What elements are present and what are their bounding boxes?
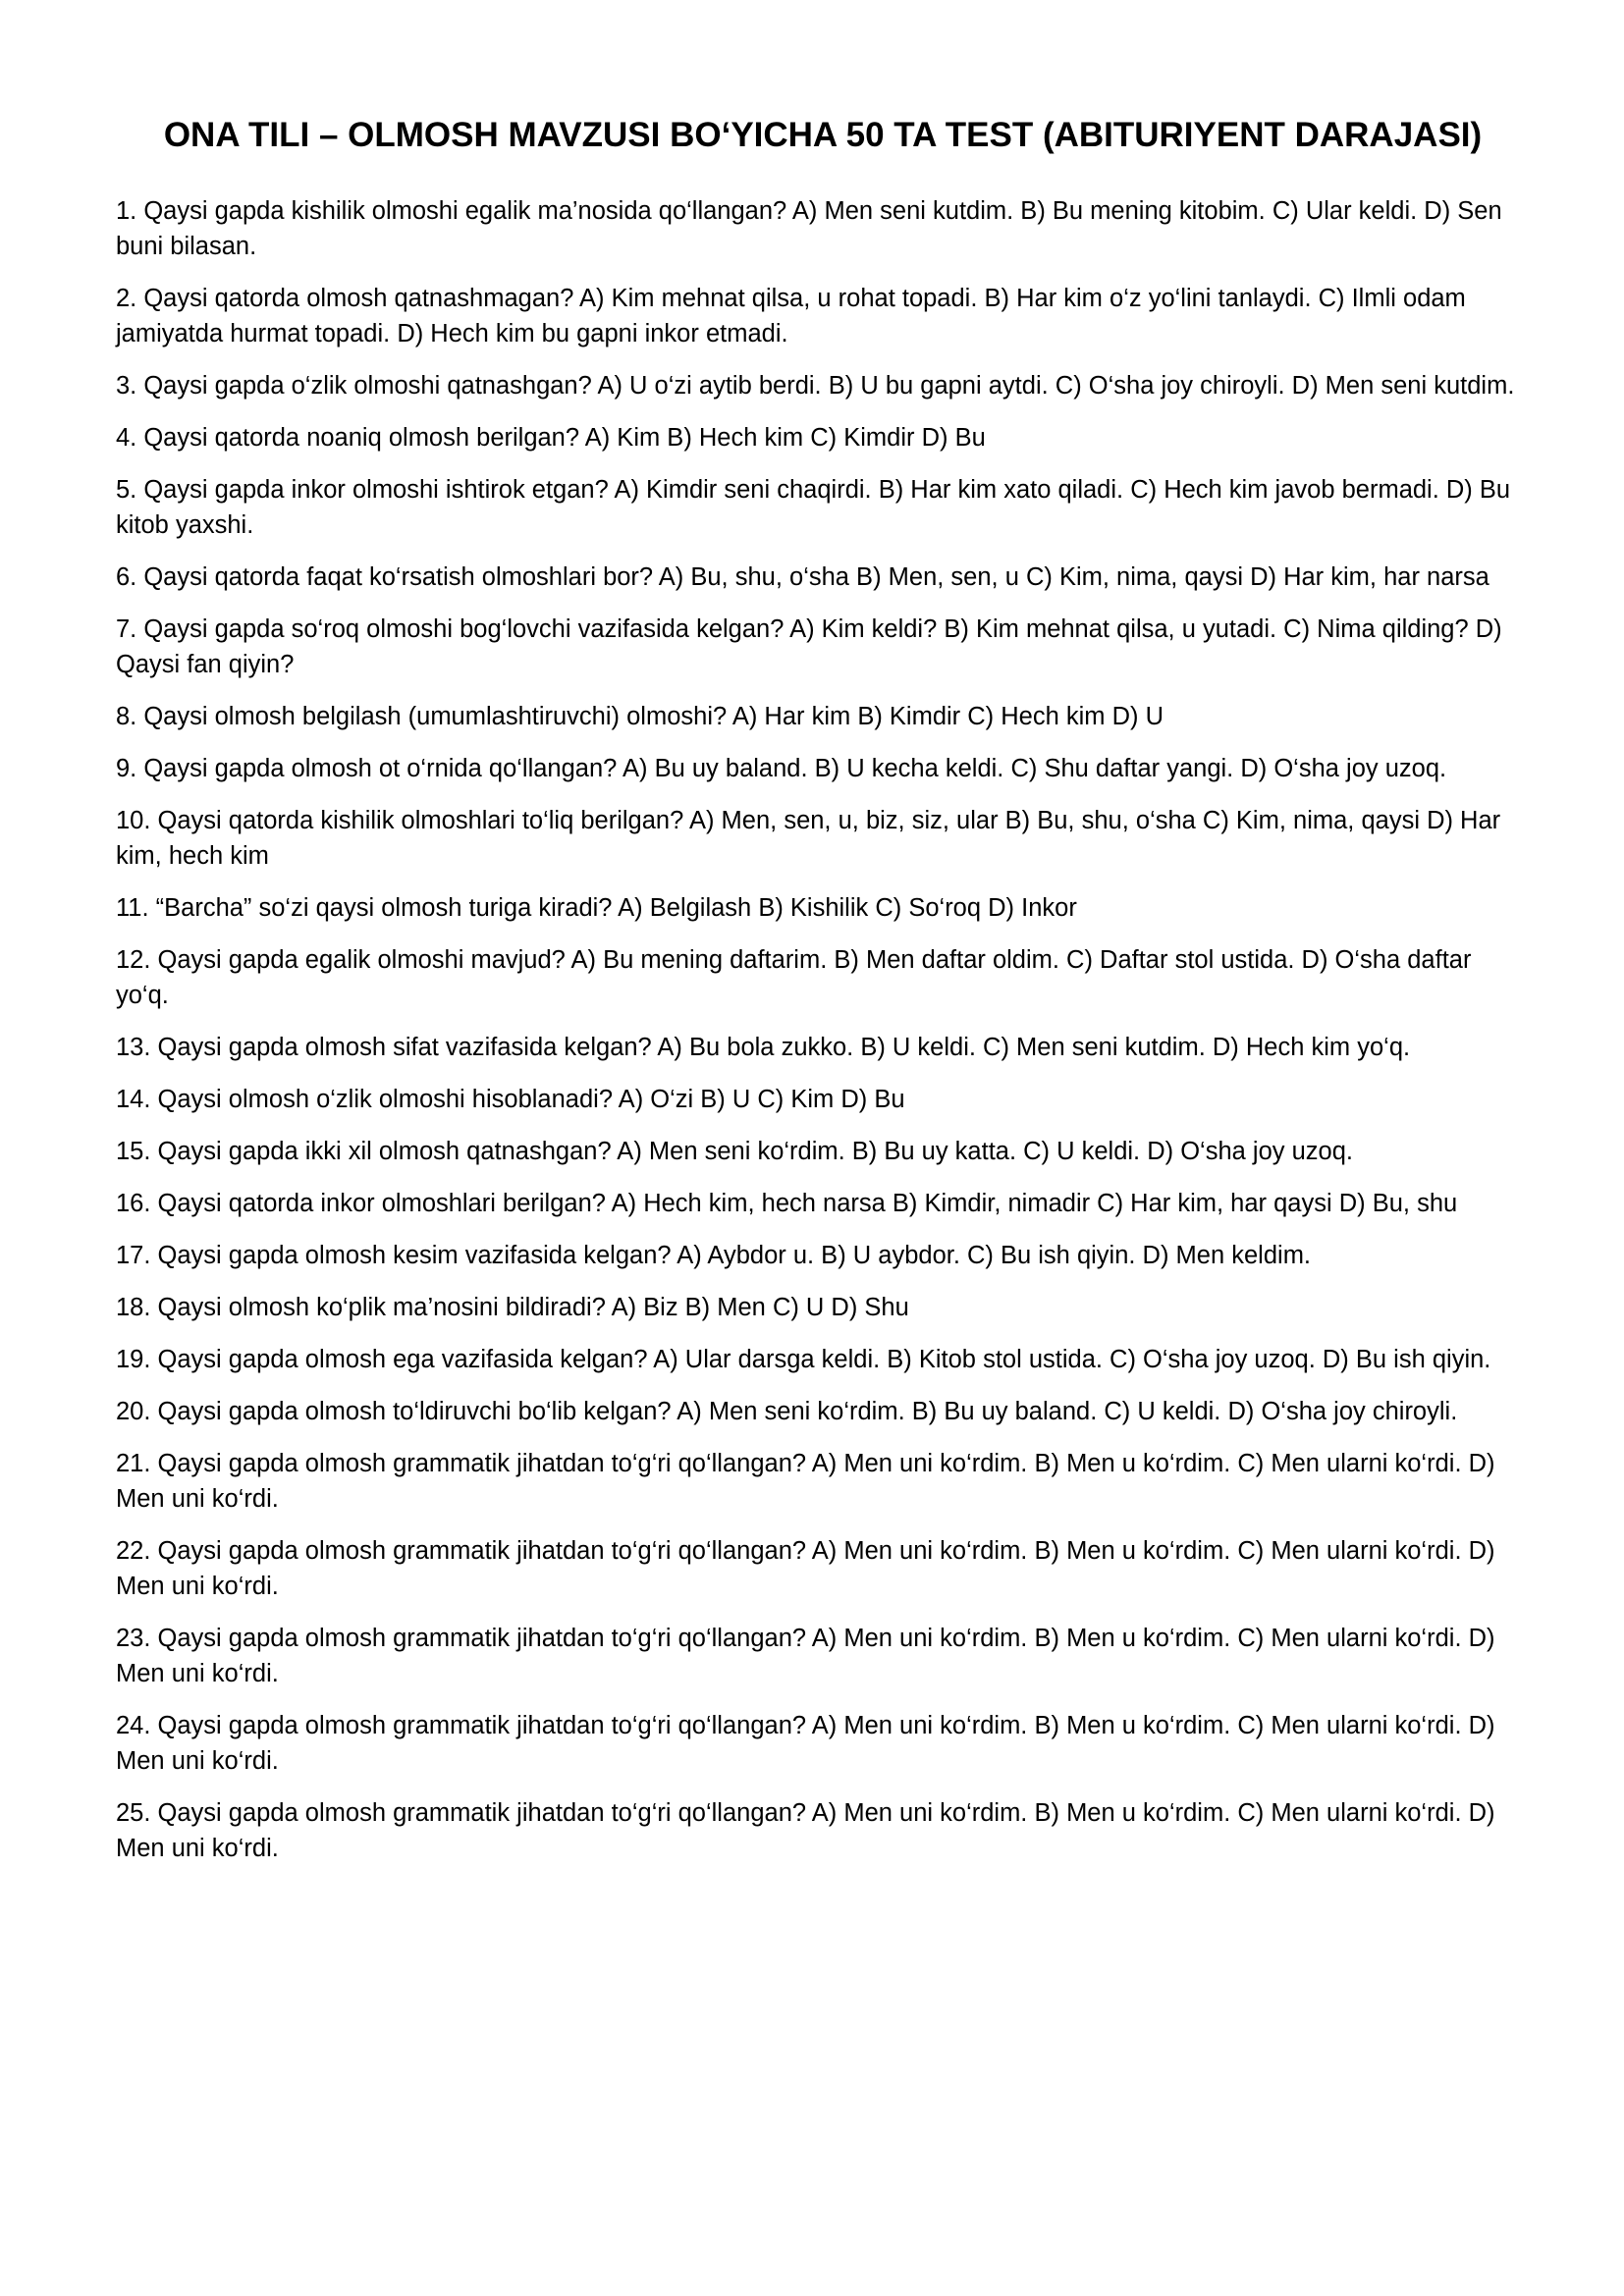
question-item: 25. Qaysi gapda olmosh grammatik jihatdan to‘g‘ri qo‘llangan? A) Men uni ko‘rdim. B) Men u ko‘rdim. C) Men ularni ko‘rdi. D) Men uni ko‘rdi. <box>116 1799 1495 1862</box>
document-title: ONA TILI – OLMOSH MAVZUSI BO‘YICHA 50 TA TEST (ABITURIYENT DARAJASI) <box>163 116 1483 154</box>
question-item: 7. Qaysi gapda so‘roq olmoshi bog‘lovchi vazifasida kelgan? A) Kim keldi? B) Kim mehnat qilsa, u yutadi. C) Nima qilding? D) Qaysi fan qiyin? <box>116 615 1502 678</box>
question-item: 15. Qaysi gapda ikki xil olmosh qatnashgan? A) Men seni ko‘rdim. B) Bu uy katta. C) U keldi. D) O‘sha joy uzoq. <box>116 1138 1353 1165</box>
question-item: 1. Qaysi gapda kishilik olmoshi egalik ma’nosida qo‘llangan? A) Men seni kutdim. B) Bu mening kitobim. C) Ular keldi. D) Sen buni bilasan. <box>116 197 1502 260</box>
question-item: 8. Qaysi olmosh belgilash (umumlashtiruvchi) olmoshi? A) Har kim B) Kimdir C) Hech kim D) U <box>116 703 1164 730</box>
question-item: 14. Qaysi olmosh o‘zlik olmoshi hisoblanadi? A) O‘zi B) U C) Kim D) Bu <box>116 1086 905 1113</box>
question-list <box>116 193 1530 1866</box>
question-item: 10. Qaysi qatorda kishilik olmoshlari to‘liq berilgan? A) Men, sen, u, biz, siz, ular B) Bu, shu, o‘sha C) Kim, nima, qaysi D) Har kim, hech kim <box>116 807 1501 870</box>
question-item: 23. Qaysi gapda olmosh grammatik jihatdan to‘g‘ri qo‘llangan? A) Men uni ko‘rdim. B) Men u ko‘rdim. C) Men ularni ko‘rdi. D) Men uni ko‘rdi. <box>116 1625 1495 1687</box>
question-item: 17. Qaysi gapda olmosh kesim vazifasida kelgan? A) Aybdor u. B) U aybdor. C) Bu ish qiyin. D) Men keldim. <box>116 1242 1312 1269</box>
question-item: 22. Qaysi gapda olmosh grammatik jihatdan to‘g‘ri qo‘llangan? A) Men uni ko‘rdim. B) Men u ko‘rdim. C) Men ularni ko‘rdi. D) Men uni ko‘rdi. <box>116 1537 1495 1600</box>
question-item: 13. Qaysi gapda olmosh sifat vazifasida kelgan? A) Bu bola zukko. B) U keldi. C) Men seni kutdim. D) Hech kim yo‘q. <box>116 1034 1411 1061</box>
question-item: 19. Qaysi gapda olmosh ega vazifasida kelgan? A) Ular darsga keldi. B) Kitob stol ustida. C) O‘sha joy uzoq. D) Bu ish qiyin. <box>116 1346 1491 1373</box>
question-item: 18. Qaysi olmosh ko‘plik ma’nosini bildiradi? A) Biz B) Men C) U D) Shu <box>116 1294 909 1321</box>
question-item: 4. Qaysi qatorda noaniq olmosh berilgan? A) Kim B) Hech kim C) Kimdir D) Bu <box>116 424 986 452</box>
question-item: 21. Qaysi gapda olmosh grammatik jihatdan to‘g‘ri qo‘llangan? A) Men uni ko‘rdim. B) Men u ko‘rdim. C) Men ularni ko‘rdi. D) Men uni ko‘rdi. <box>116 1450 1495 1513</box>
question-item: 5. Qaysi gapda inkor olmoshi ishtirok etgan? A) Kimdir seni chaqirdi. B) Har kim xato qiladi. C) Hech kim javob bermadi. D) Bu kitob yaxshi. <box>116 476 1511 539</box>
question-item: 2. Qaysi qatorda olmosh qatnashmagan? A) Kim mehnat qilsa, u rohat topadi. B) Har kim o‘z yo‘lini tanlaydi. C) Ilmli odam jamiyatda hurmat topadi. D) Hech kim bu gapni inkor etmadi. <box>116 285 1466 347</box>
question-item: 24. Qaysi gapda olmosh grammatik jihatdan to‘g‘ri qo‘llangan? A) Men uni ko‘rdim. B) Men u ko‘rdim. C) Men ularni ko‘rdi. D) Men uni ko‘rdi. <box>116 1712 1495 1775</box>
question-item: 11. “Barcha” so‘zi qaysi olmosh turiga kiradi? A) Belgilash B) Kishilik C) So‘roq D) Inkor <box>116 894 1077 922</box>
question-item: 20. Qaysi gapda olmosh to‘ldiruvchi bo‘lib kelgan? A) Men seni ko‘rdim. B) Bu uy baland. C) U keldi. D) O‘sha joy chiroyli. <box>116 1398 1458 1425</box>
question-item: 16. Qaysi qatorda inkor olmoshlari berilgan? A) Hech kim, hech narsa B) Kimdir, nimadir C) Har kim, har qaysi D) Bu, shu <box>116 1190 1458 1217</box>
question-item: 3. Qaysi gapda o‘zlik olmoshi qatnashgan? A) U o‘zi aytib berdi. B) U bu gapni aytdi. C) O‘sha joy chiroyli. D) Men seni kutdim. <box>116 372 1515 400</box>
question-item: 9. Qaysi gapda olmosh ot o‘rnida qo‘llangan? A) Bu uy baland. B) U kecha keldi. C) Shu daftar yangi. D) O‘sha joy uzoq. <box>116 755 1447 782</box>
question-item: 12. Qaysi gapda egalik olmoshi mavjud? A) Bu mening daftarim. B) Men daftar oldim. C) Daftar stol ustida. D) O‘sha daftar yo‘q. <box>116 946 1472 1009</box>
question-item: 6. Qaysi qatorda faqat ko‘rsatish olmoshlari bor? A) Bu, shu, o‘sha B) Men, sen, u C) Kim, nima, qaysi D) Har kim, har narsa <box>116 563 1489 591</box>
